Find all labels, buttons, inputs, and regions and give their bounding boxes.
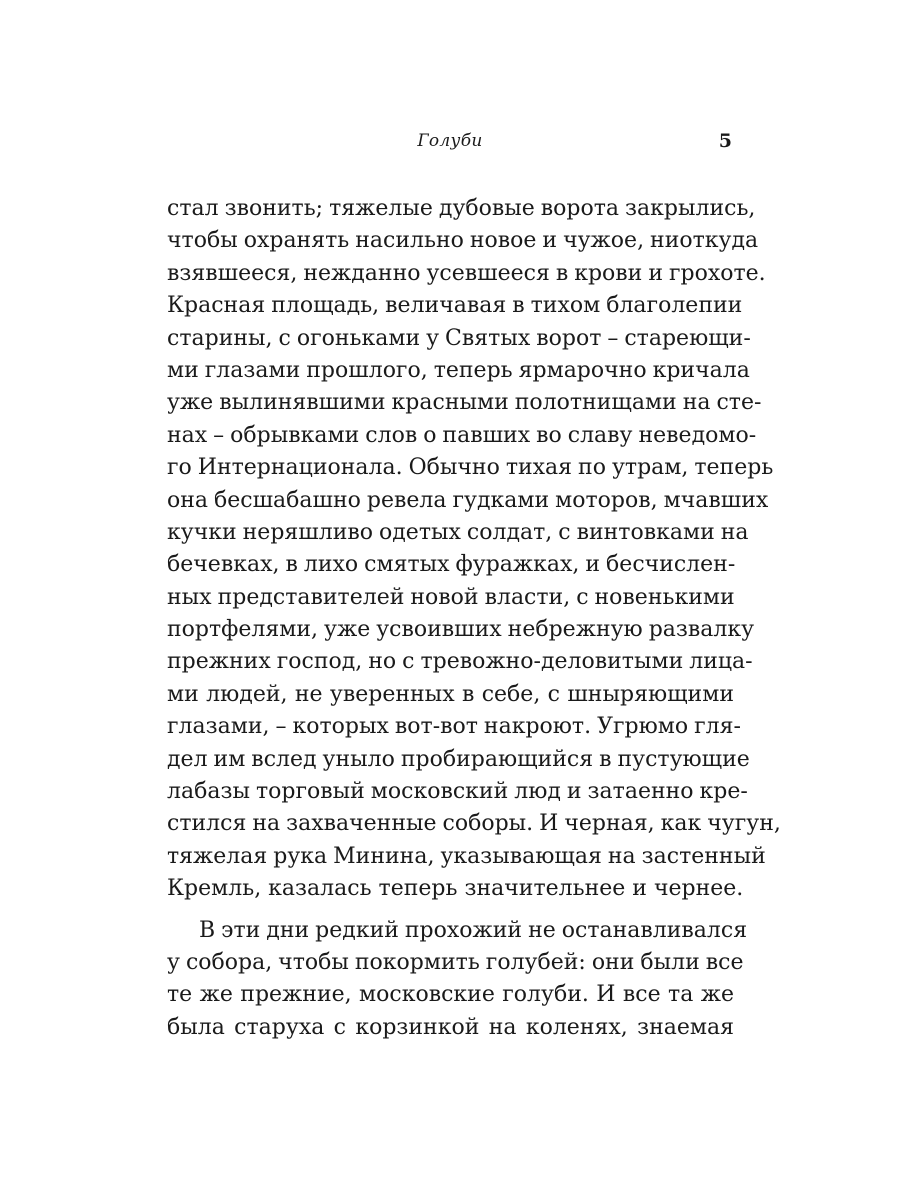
text-line: чтобы охранять насильно новое и чужое, ниоткуда <box>167 228 759 254</box>
paragraph <box>167 193 781 906</box>
text-line: тяжелая рука Минина, указывающая на застенный <box>167 843 766 869</box>
text-line: у собора, чтобы покормить голубей: они были все <box>167 949 744 975</box>
body-text <box>167 193 781 1044</box>
page-number: 5 <box>718 130 732 152</box>
text-line: стился на захваченные соборы. И черная, как чугун, <box>167 811 781 837</box>
text-line: лабазы торговый московский люд и затаенно кре- <box>167 779 748 805</box>
text-line: кучки неряшливо одетых солдат, с винтовками на <box>167 519 749 545</box>
running-header <box>0 126 900 156</box>
paragraph <box>167 915 748 1045</box>
text-line: го Интернационала. Обычно тихая по утрам, теперь <box>167 455 774 481</box>
text-line: дел им вслед уныло пробирающийся в пустующие <box>167 746 750 772</box>
text-line: взявшееся, нежданно усевшееся в крови и грохоте. <box>167 260 766 286</box>
text-line: Кремль, казалась теперь значительнее и чернее. <box>167 876 744 902</box>
running-title: Голуби <box>417 131 483 151</box>
text-line: те же прежние, московские голуби. И все та же <box>167 982 734 1008</box>
text-line: старины, с огоньками у Святых ворот – стареющи- <box>167 325 751 351</box>
text-line: бечевках, в лихо смятых фуражках, и бесчислен- <box>167 552 736 578</box>
text-line: прежних господ, но с тревожно-деловитыми лица- <box>167 649 753 675</box>
text-line: была старуха с корзинкой на коленях, знаемая <box>167 1014 734 1040</box>
text-line: уже вылинявшими красными полотнищами на сте- <box>167 390 762 416</box>
text-line: она бесшабашно ревела гудками моторов, мчавших <box>167 487 769 513</box>
paragraph-gap <box>167 906 734 915</box>
text-line: ных представителей новой власти, с новенькими <box>167 584 735 610</box>
text-line: глазами, – которых вот-вот накроют. Угрюмо гля- <box>167 714 741 740</box>
text-line: ми людей, не уверенных в себе, с шныряющими <box>167 681 734 707</box>
text-line: Красная площадь, величавая в тихом благолепии <box>167 293 743 319</box>
text-line: ми глазами прошлого, теперь ярмарочно кричала <box>167 357 750 383</box>
text-line: стал звонить; тяжелые дубовые ворота закрылись, <box>167 196 756 221</box>
text-line: портфелями, уже усвоивших небрежную развалку <box>167 617 755 643</box>
text-line: В эти дни редкий прохожий не останавливался <box>199 917 748 943</box>
text-line: нах – обрывками слов о павших во славу неведомо- <box>167 422 757 448</box>
